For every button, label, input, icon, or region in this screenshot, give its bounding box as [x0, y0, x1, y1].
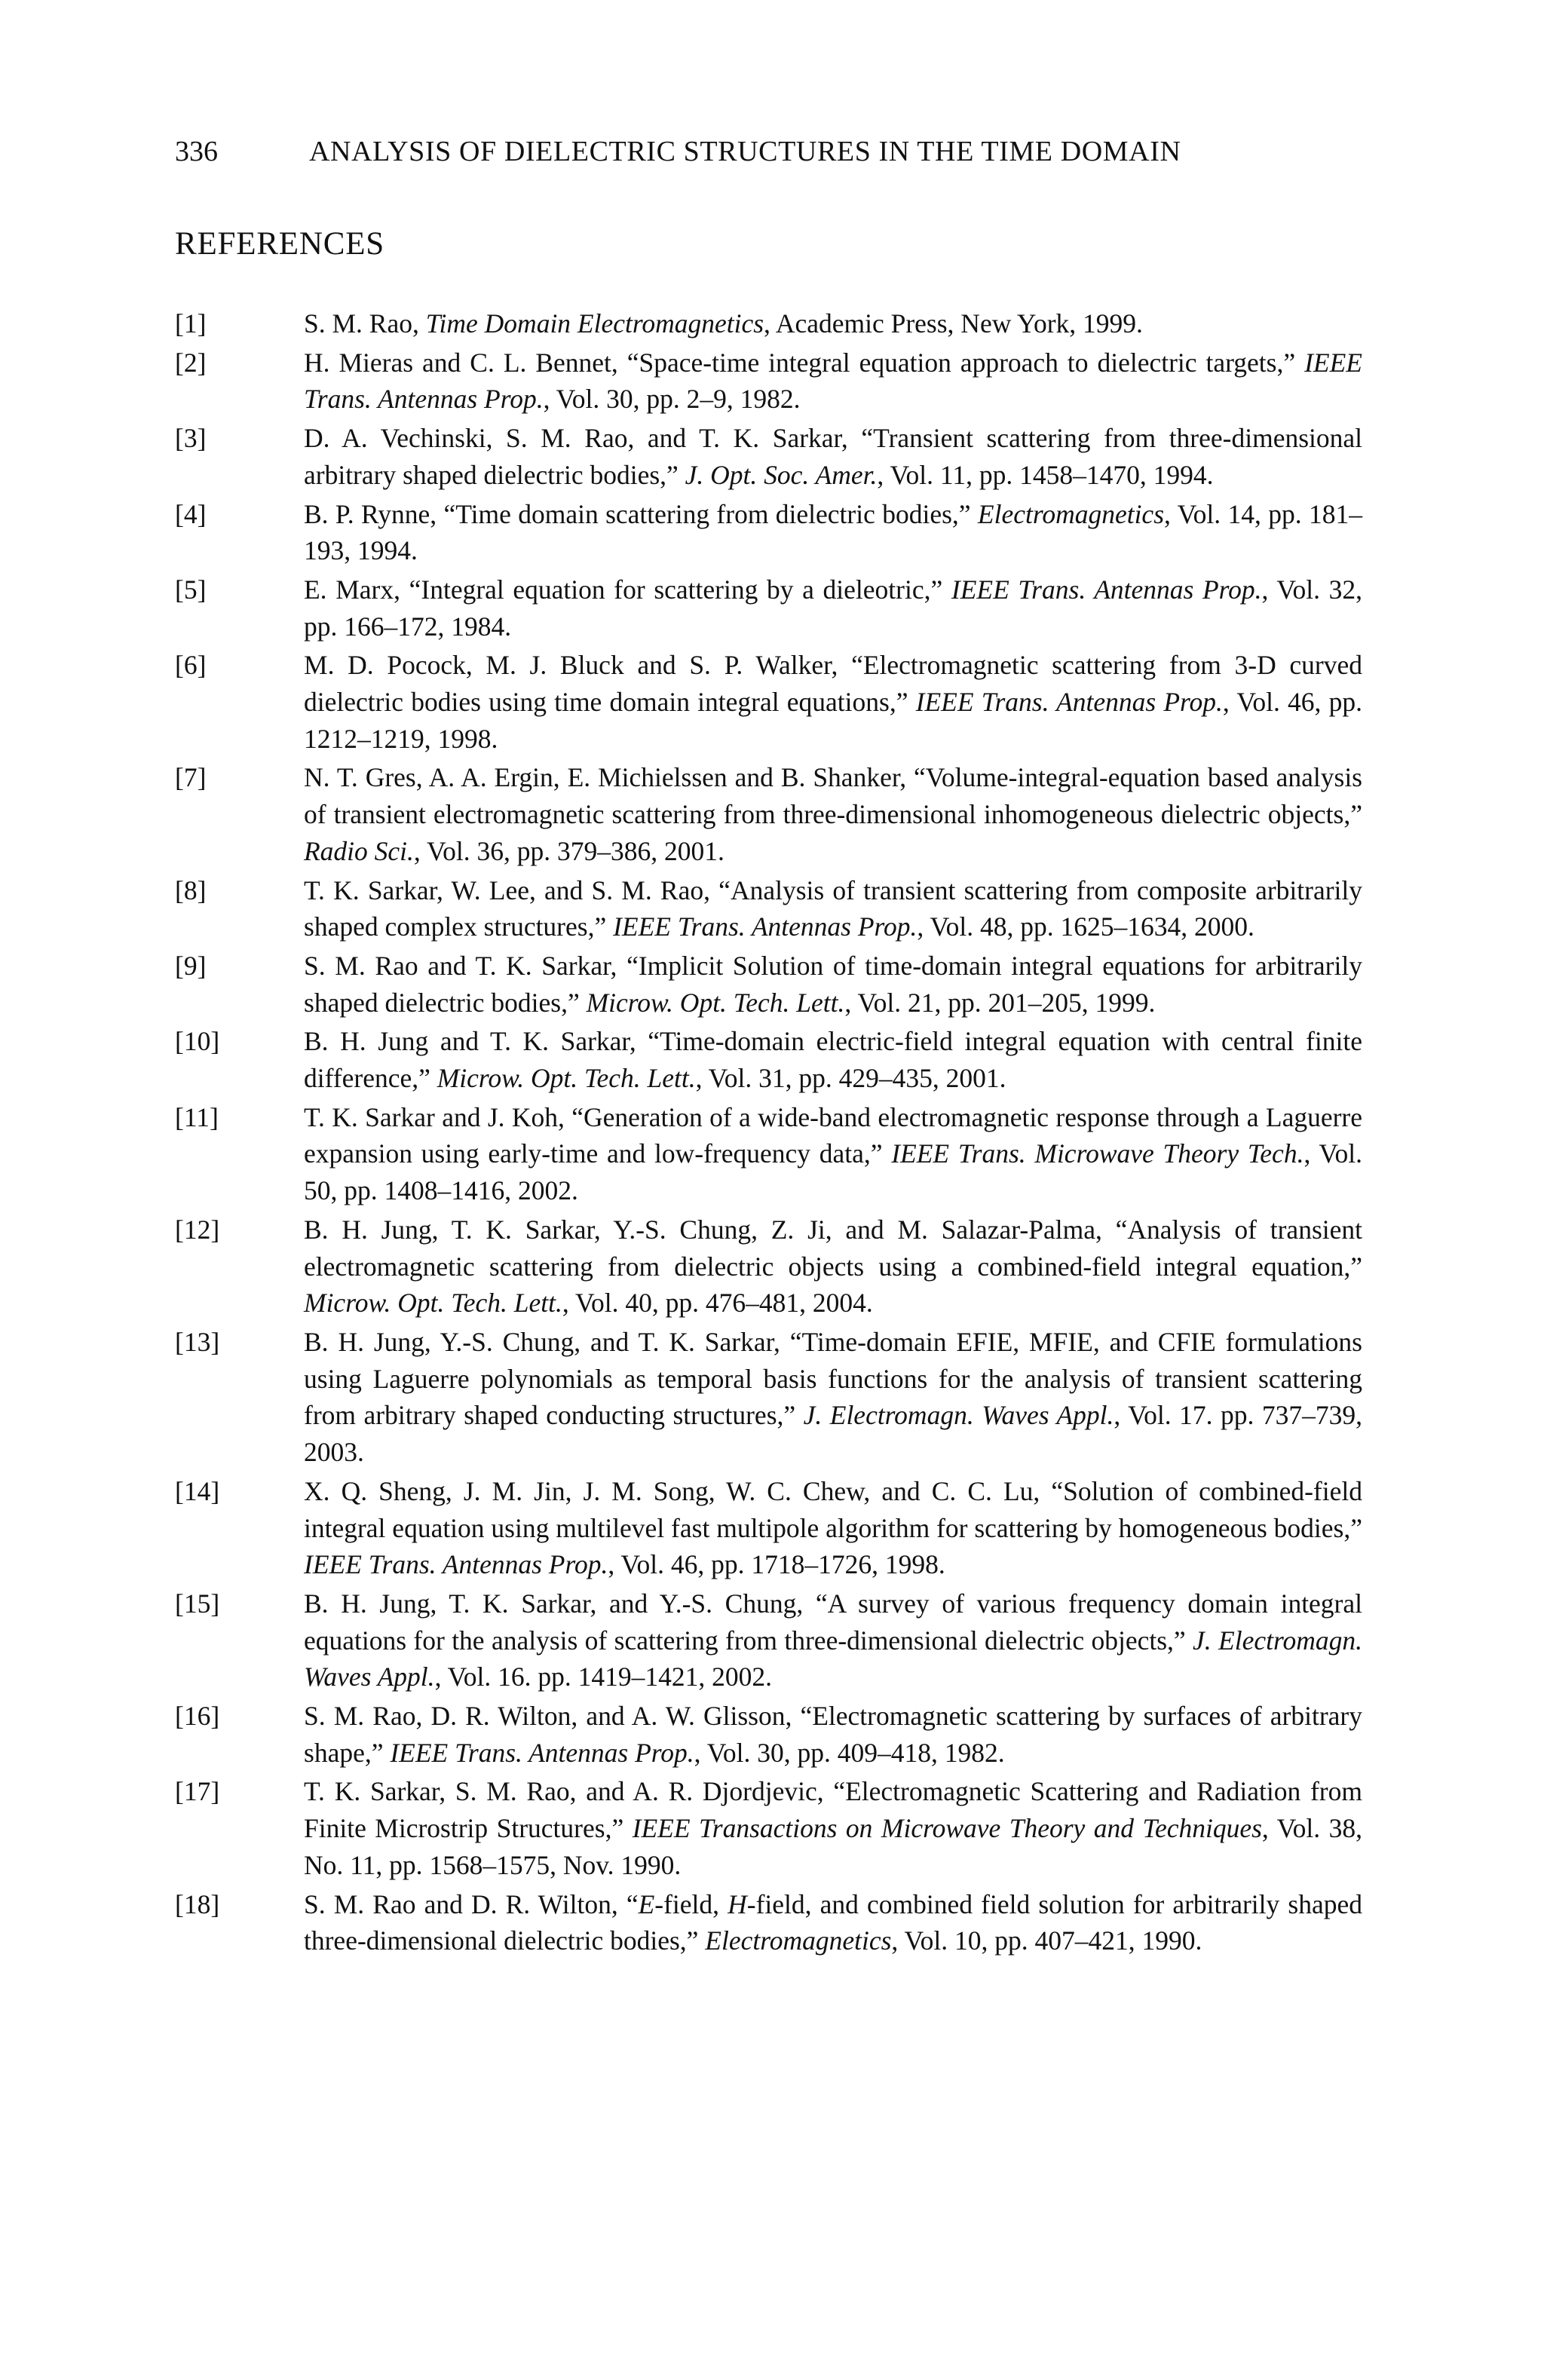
- reference-number: [10]: [175, 1026, 220, 1057]
- reference-italic-segment: E: [638, 1888, 655, 1919]
- reference-number: [5]: [175, 574, 207, 605]
- reference-segment: , Vol. 36, pp. 379–386, 2001.: [413, 835, 725, 866]
- reference-number: [1]: [175, 308, 207, 338]
- reference-item: [175, 1023, 1362, 1096]
- reference-segment: S. M. Rao and T. K. Sarkar, “Implicit Solution of time-domain integral equations for arbitrarily shaped dielectric bodies,”: [304, 950, 1362, 1018]
- reference-item: [175, 1698, 1362, 1771]
- reference-item: [175, 1211, 1362, 1322]
- reference-segment: , Vol. 46, pp. 1212–1219, 1998.: [304, 687, 1362, 754]
- reference-item: [175, 1324, 1362, 1471]
- reference-italic-segment: H: [728, 1888, 747, 1919]
- reference-item: [175, 872, 1362, 945]
- reference-segment: , Vol. 50, pp. 1408–1416, 2002.: [304, 1138, 1362, 1206]
- reference-italic-segment: IEEE Trans. Antennas Prop.: [304, 347, 1362, 415]
- reference-item: [175, 305, 1362, 342]
- reference-text: [304, 1102, 1362, 1205]
- reference-number: [6]: [175, 650, 207, 681]
- reference-segment: , Vol. 21, pp. 201–205, 1999.: [844, 987, 1156, 1018]
- reference-text: [304, 1776, 1362, 1879]
- reference-item: [175, 948, 1362, 1021]
- reference-item: [175, 345, 1362, 418]
- reference-segment: , Vol. 14, pp. 181–193, 1994.: [304, 498, 1362, 566]
- reference-text: [304, 1588, 1362, 1692]
- reference-item: [175, 1886, 1362, 1959]
- reference-number: [11]: [175, 1101, 219, 1132]
- reference-italic-segment: Microw. Opt. Tech. Lett.: [437, 1063, 696, 1094]
- reference-segment: , Academic Press, New York, 1999.: [764, 308, 1143, 338]
- reference-number: [13]: [175, 1326, 220, 1357]
- reference-italic-segment: Electromagnetics: [977, 498, 1165, 529]
- reference-italic-segment: Time Domain Electromagnetics: [425, 308, 764, 338]
- reference-italic-segment: IEEE Trans. Antennas Prop.: [390, 1737, 694, 1768]
- reference-item: [175, 1473, 1362, 1583]
- reference-text: [304, 423, 1362, 490]
- reference-italic-segment: IEEE Trans. Antennas Prop.: [613, 911, 918, 942]
- reference-italic-segment: J. Electromagn. Waves Appl.: [803, 1400, 1114, 1431]
- reference-italic-segment: IEEE Trans. Microwave Theory Tech.: [891, 1138, 1304, 1169]
- reference-segment: T. K. Sarkar and J. Koh, “Generation of a wide-band electromagnetic response through a Laguerre expansion using early-time and low-frequency data,”: [304, 1101, 1362, 1169]
- reference-segment: B. H. Jung and T. K. Sarkar, “Time-domain electric-field integral equation with central finite difference,”: [304, 1026, 1362, 1094]
- reference-segment: E. Marx, “Integral equation for scattering by a dieleotric,”: [304, 574, 951, 605]
- running-title: ANALYSIS OF DIELECTRIC STRUCTURES IN THE TIME DOMAIN: [309, 136, 1181, 167]
- reference-italic-segment: Microw. Opt. Tech. Lett.: [586, 987, 845, 1018]
- reference-segment: X. Q. Sheng, J. M. Jin, J. M. Song, W. C. Chew, and C. C. Lu, “Solution of combined-field integral equation using multilevel fast multipole algorithm for scattering by homogeneous bodies,”: [304, 1475, 1362, 1543]
- reference-segment: M. D. Pocock, M. J. Bluck and S. P. Walker, “Electromagnetic scattering from 3-D curved dielectric bodies using time domain integral equations,”: [304, 650, 1362, 718]
- reference-italic-segment: Microw. Opt. Tech. Lett.: [304, 1288, 562, 1319]
- reference-segment: , Vol. 16. pp. 1419–1421, 2002.: [434, 1662, 772, 1692]
- section-title: REFERENCES: [175, 226, 384, 262]
- reference-text: [304, 951, 1362, 1018]
- reference-segment: , Vol. 48, pp. 1625–1634, 2000.: [917, 911, 1254, 942]
- reference-segment: , Vol. 46, pp. 1718–1726, 1998.: [608, 1549, 945, 1580]
- reference-text: [304, 1026, 1362, 1093]
- reference-segment: -field,: [654, 1888, 728, 1919]
- page-number: 336: [175, 136, 218, 167]
- reference-item: [175, 759, 1362, 869]
- reference-list: [175, 305, 1362, 1962]
- reference-segment: B. H. Jung, T. K. Sarkar, Y.-S. Chung, Z. Ji, and M. Salazar-Palma, “Analysis of transient electromagnetic scattering from dielectric objects using a combined-field integral equation,”: [304, 1214, 1362, 1282]
- reference-text: [304, 348, 1362, 415]
- reference-segment: , Vol. 30, pp. 409–418, 1982.: [694, 1737, 1005, 1768]
- reference-segment: S. M. Rao,: [304, 308, 426, 338]
- reference-segment: S. M. Rao, D. R. Wilton, and A. W. Glisson, “Electromagnetic scattering by surfaces of arbitrary shape,”: [304, 1701, 1362, 1768]
- reference-segment: , Vol. 11, pp. 1458–1470, 1994.: [877, 459, 1214, 490]
- running-header: [175, 134, 1366, 169]
- reference-item: [175, 1585, 1362, 1695]
- reference-italic-segment: IEEE Transactions on Microwave Theory and Techniques: [632, 1813, 1262, 1844]
- reference-number: [12]: [175, 1214, 220, 1245]
- reference-text: [304, 1215, 1362, 1318]
- reference-text: [304, 499, 1362, 566]
- reference-text: [304, 650, 1362, 753]
- reference-italic-segment: IEEE Trans. Antennas Prop.: [951, 574, 1262, 605]
- reference-number: [17]: [175, 1776, 220, 1807]
- reference-italic-segment: J. Electromagn. Waves Appl.: [304, 1625, 1362, 1692]
- reference-number: [8]: [175, 875, 207, 905]
- reference-item: [175, 420, 1362, 493]
- reference-segment: N. T. Gres, A. A. Ergin, E. Michielssen and B. Shanker, “Volume-integral-equation based analysis of transient electromagnetic scattering from three-dimensional inhomogeneous dielectric objects,”: [304, 762, 1362, 830]
- reference-text: [304, 1889, 1362, 1956]
- reference-segment: , Vol. 32, pp. 166–172, 1984.: [304, 574, 1362, 642]
- reference-segment: T. K. Sarkar, W. Lee, and S. M. Rao, “Analysis of transient scattering from composite arbitrarily shaped complex structures,”: [304, 875, 1362, 942]
- reference-segment: B. H. Jung, Y.-S. Chung, and T. K. Sarkar, “Time-domain EFIE, MFIE, and CFIE formulations using Laguerre polynomials as temporal basis functions for the analysis of transient scattering from arbitrary shaped conducting structures,”: [304, 1326, 1362, 1431]
- reference-text: [304, 574, 1362, 642]
- reference-text: [304, 1327, 1362, 1467]
- reference-text: [304, 1701, 1362, 1768]
- reference-segment: -field, and combined field solution for arbitrarily shaped three-dimensional dielectric bodies,”: [304, 1888, 1362, 1956]
- reference-item: [175, 496, 1362, 569]
- reference-italic-segment: Radio Sci.: [304, 835, 414, 866]
- reference-number: [3]: [175, 423, 207, 454]
- reference-number: [14]: [175, 1475, 220, 1506]
- reference-italic-segment: IEEE Trans. Antennas Prop.: [915, 687, 1223, 718]
- reference-number: [9]: [175, 950, 207, 981]
- reference-italic-segment: IEEE Trans. Antennas Prop.: [304, 1549, 608, 1580]
- reference-item: [175, 1099, 1362, 1209]
- reference-segment: S. M. Rao and D. R. Wilton, “: [304, 1888, 639, 1919]
- reference-segment: , Vol. 38, No. 11, pp. 1568–1575, Nov. 1990.: [304, 1813, 1362, 1880]
- reference-text: [304, 762, 1362, 865]
- reference-number: [16]: [175, 1701, 220, 1732]
- reference-number: [18]: [175, 1888, 220, 1919]
- reference-number: [15]: [175, 1588, 220, 1619]
- reference-segment: , Vol. 30, pp. 2–9, 1982.: [543, 384, 801, 415]
- reference-segment: , Vol. 31, pp. 429–435, 2001.: [695, 1063, 1006, 1094]
- reference-segment: T. K. Sarkar, S. M. Rao, and A. R. Djordjevic, “Electromagnetic Scattering and Radiation from Finite Microstrip Structures,”: [304, 1776, 1362, 1844]
- reference-text: [304, 875, 1362, 942]
- reference-item: [175, 1773, 1362, 1883]
- reference-segment: , Vol. 17. pp. 737–739, 2003.: [304, 1400, 1362, 1468]
- reference-number: [7]: [175, 762, 207, 793]
- reference-italic-segment: Electromagnetics: [705, 1925, 892, 1956]
- reference-segment: B. H. Jung, T. K. Sarkar, and Y.-S. Chung, “A survey of various frequency domain integral equations for the analysis of scattering from three-dimensional dielectric objects,”: [304, 1588, 1362, 1656]
- reference-item: [175, 647, 1362, 757]
- reference-text: [304, 308, 1143, 338]
- reference-segment: H. Mieras and C. L. Bennet, “Space-time integral equation approach to dielectric targets,”: [304, 347, 1305, 378]
- reference-segment: B. P. Rynne, “Time domain scattering from dielectric bodies,”: [304, 498, 978, 529]
- reference-italic-segment: J. Opt. Soc. Amer.: [685, 459, 878, 490]
- reference-text: [304, 1476, 1362, 1579]
- reference-segment: , Vol. 40, pp. 476–481, 2004.: [562, 1288, 873, 1319]
- reference-segment: , Vol. 10, pp. 407–421, 1990.: [891, 1925, 1202, 1956]
- reference-number: [2]: [175, 347, 207, 378]
- reference-item: [175, 571, 1362, 645]
- reference-number: [4]: [175, 498, 207, 529]
- reference-segment: D. A. Vechinski, S. M. Rao, and T. K. Sarkar, “Transient scattering from three-dimensional arbitrary shaped dielectric bodies,”: [304, 423, 1362, 490]
